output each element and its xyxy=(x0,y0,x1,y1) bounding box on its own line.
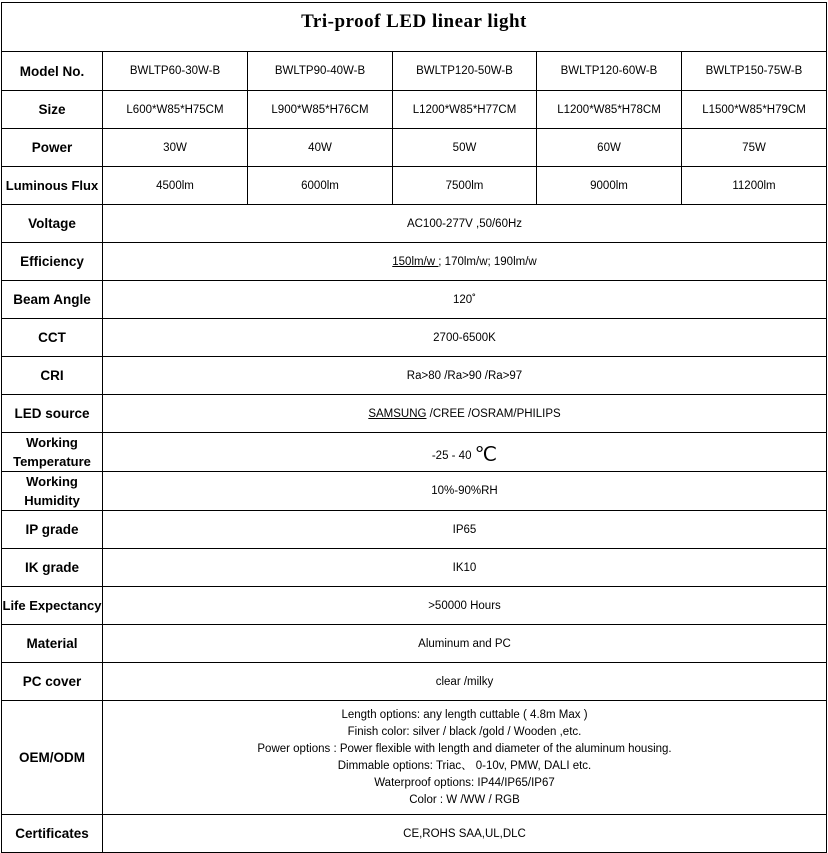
label-material: Material xyxy=(2,625,103,663)
row-certificates xyxy=(2,815,827,853)
title-row xyxy=(2,3,827,52)
row-ip xyxy=(2,511,827,549)
temp-range: -25 - 40 xyxy=(431,449,475,462)
label-led-source: LED source xyxy=(2,395,103,433)
row-flux xyxy=(2,167,827,205)
material-value: Aluminum and PC xyxy=(103,625,827,663)
row-model xyxy=(2,52,827,91)
flux-cell: 9000lm xyxy=(537,167,682,205)
label-efficiency: Efficiency xyxy=(2,243,103,281)
oem-line-length: Length options: any length cuttable ( 4.8m Max ) xyxy=(341,708,588,721)
led-source-underlined: SAMSUNG xyxy=(368,407,427,420)
power-cell: 30W xyxy=(103,129,248,167)
led-source-rest: /CREE /OSRAM/PHILIPS xyxy=(426,407,561,420)
label-oem: OEM/ODM xyxy=(2,701,103,815)
label-voltage: Voltage xyxy=(2,205,103,243)
row-cct xyxy=(2,319,827,357)
working-temp-value xyxy=(103,433,827,472)
row-pc-cover xyxy=(2,663,827,701)
ip-value: IP65 xyxy=(103,511,827,549)
row-power xyxy=(2,129,827,167)
model-cell: BWLTP120-50W-B xyxy=(393,52,537,91)
label-beam: Beam Angle xyxy=(2,281,103,319)
efficiency-underlined: 150lm/w ; xyxy=(392,255,442,268)
label-model: Model No. xyxy=(2,52,103,91)
beam-value: 120˚ xyxy=(103,281,827,319)
working-humidity-value: 10%-90%RH xyxy=(103,472,827,511)
row-voltage xyxy=(2,205,827,243)
label-life: Life Expectancy xyxy=(2,587,103,625)
row-working-humidity xyxy=(2,472,827,511)
row-beam xyxy=(2,281,827,319)
label-ik: IK grade xyxy=(2,549,103,587)
power-cell: 75W xyxy=(682,129,827,167)
oem-options xyxy=(103,701,827,815)
flux-cell: 7500lm xyxy=(393,167,537,205)
label-pc-cover: PC cover xyxy=(2,663,103,701)
flux-cell: 4500lm xyxy=(103,167,248,205)
label-certificates: Certificates xyxy=(2,815,103,853)
efficiency-value xyxy=(103,243,827,281)
label-working-temp xyxy=(2,433,103,472)
label-line: Temperature xyxy=(13,454,91,469)
spec-table xyxy=(1,2,827,853)
label-size: Size xyxy=(2,91,103,129)
power-cell: 60W xyxy=(537,129,682,167)
ik-value: IK10 xyxy=(103,549,827,587)
label-ip: IP grade xyxy=(2,511,103,549)
row-efficiency xyxy=(2,243,827,281)
led-source-value xyxy=(103,395,827,433)
size-cell: L1500*W85*H79CM xyxy=(682,91,827,129)
size-cell: L900*W85*H76CM xyxy=(248,91,393,129)
row-life xyxy=(2,587,827,625)
row-working-temp xyxy=(2,433,827,472)
row-size xyxy=(2,91,827,129)
efficiency-rest: 170lm/w; 190lm/w xyxy=(441,255,537,268)
label-cct: CCT xyxy=(2,319,103,357)
size-cell: L1200*W85*H78CM xyxy=(537,91,682,129)
label-line: Working xyxy=(26,474,78,489)
cct-value: 2700-6500K xyxy=(103,319,827,357)
size-cell: L600*W85*H75CM xyxy=(103,91,248,129)
label-working-humidity xyxy=(2,472,103,511)
model-cell: BWLTP150-75W-B xyxy=(682,52,827,91)
flux-cell: 6000lm xyxy=(248,167,393,205)
row-ik xyxy=(2,549,827,587)
label-line: Humidity xyxy=(24,493,80,508)
label-line: Working xyxy=(26,435,78,450)
table-title: Tri-proof LED linear light xyxy=(2,3,827,52)
row-oem xyxy=(2,701,827,815)
label-power: Power xyxy=(2,129,103,167)
row-material xyxy=(2,625,827,663)
model-cell: BWLTP90-40W-B xyxy=(248,52,393,91)
label-flux: Luminous Flux xyxy=(2,167,103,205)
oem-line-color: Color : W /WW / RGB xyxy=(409,793,520,806)
celsius-unit: ℃ xyxy=(474,443,498,466)
model-cell: BWLTP60-30W-B xyxy=(103,52,248,91)
oem-line-finish: Finish color: silver / black /gold / Wooden ,etc. xyxy=(347,725,582,738)
size-cell: L1200*W85*H77CM xyxy=(393,91,537,129)
life-value: >50000 Hours xyxy=(103,587,827,625)
power-cell: 40W xyxy=(248,129,393,167)
label-cri: CRI xyxy=(2,357,103,395)
row-cri xyxy=(2,357,827,395)
power-cell: 50W xyxy=(393,129,537,167)
flux-cell: 11200lm xyxy=(682,167,827,205)
oem-line-waterproof: Waterproof options: IP44/IP65/IP67 xyxy=(374,776,555,789)
certificates-value: CE,ROHS SAA,UL,DLC xyxy=(103,815,827,853)
voltage-value: AC100-277V ,50/60Hz xyxy=(103,205,827,243)
row-led-source xyxy=(2,395,827,433)
pc-cover-value: clear /milky xyxy=(103,663,827,701)
oem-line-dimmable: Dimmable options: Triac、 0-10v, PMW, DALI etc. xyxy=(337,759,592,772)
model-cell: BWLTP120-60W-B xyxy=(537,52,682,91)
oem-line-power: Power options : Power flexible with length and diameter of the aluminum housing. xyxy=(257,742,672,755)
cri-value: Ra>80 /Ra>90 /Ra>97 xyxy=(103,357,827,395)
